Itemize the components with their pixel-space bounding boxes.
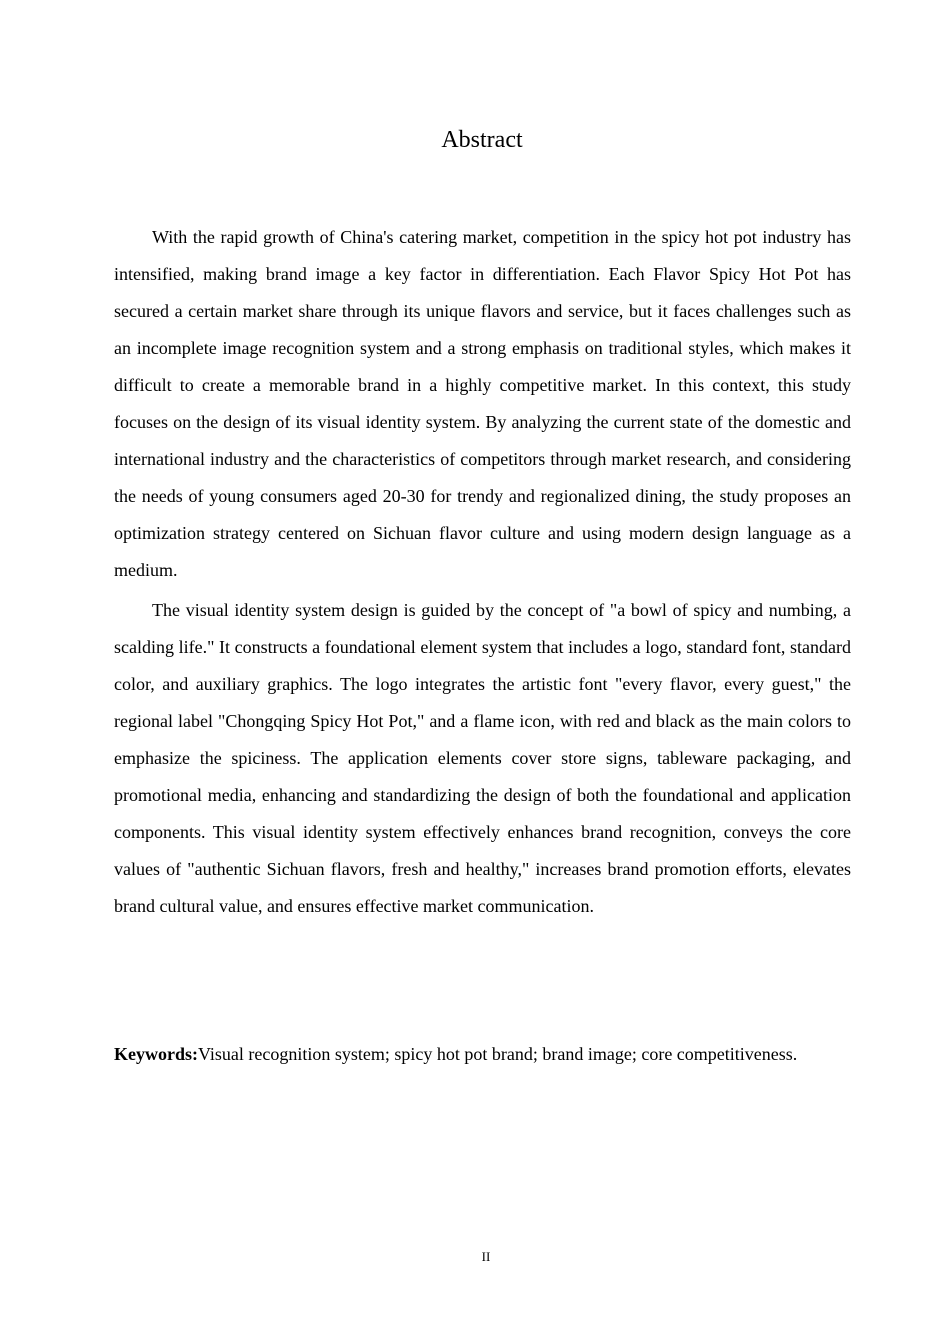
keywords-text: Visual recognition system; spicy hot pot brand; brand image; core competitiveness. xyxy=(198,1044,798,1064)
keywords-line xyxy=(114,1040,851,1068)
page-number: II xyxy=(481,1249,491,1264)
abstract-body xyxy=(114,219,851,928)
abstract-paragraph-2: The visual identity system design is guided by the concept of "a bowl of spicy and numbing, a scalding life." It constructs a foundational element system that includes a logo, standard font, standard color, and auxiliary graphics. The logo integrates the artistic font "every flavor, every guest," the regional label "Chongqing Spicy Hot Pot," and a flame icon, with red and black as the main colors to emphasize the spiciness. The application elements cover store signs, tableware packaging, and promotional media, enhancing and standardizing the design of both the foundational and application components. This visual identity system effectively enhances brand recognition, conveys the core values of "authentic Sichuan flavors, fresh and healthy," increases brand promotion efforts, elevates brand cultural value, and ensures effective market communication. xyxy=(114,600,851,916)
abstract-paragraph-1: With the rapid growth of China's catering market, competition in the spicy hot pot industry has intensified, making brand image a key factor in differentiation. Each Flavor Spicy Hot Pot has secured a certain market share through its unique flavors and service, but it faces challenges such as an incomplete image recognition system and a strong emphasis on traditional styles, which makes it difficult to create a memorable brand in a highly competitive market. In this context, this study focuses on the design of its visual identity system. By analyzing the current state of the domestic and international industry and the characteristics of competitors through market research, and considering the needs of young consumers aged 20-30 for trendy and regionalized dining, the study proposes an optimization strategy centered on Sichuan flavor culture and using modern design language as a medium. xyxy=(114,227,851,580)
page-title: Abstract xyxy=(441,127,523,153)
keywords-label: Keywords: xyxy=(114,1044,198,1064)
